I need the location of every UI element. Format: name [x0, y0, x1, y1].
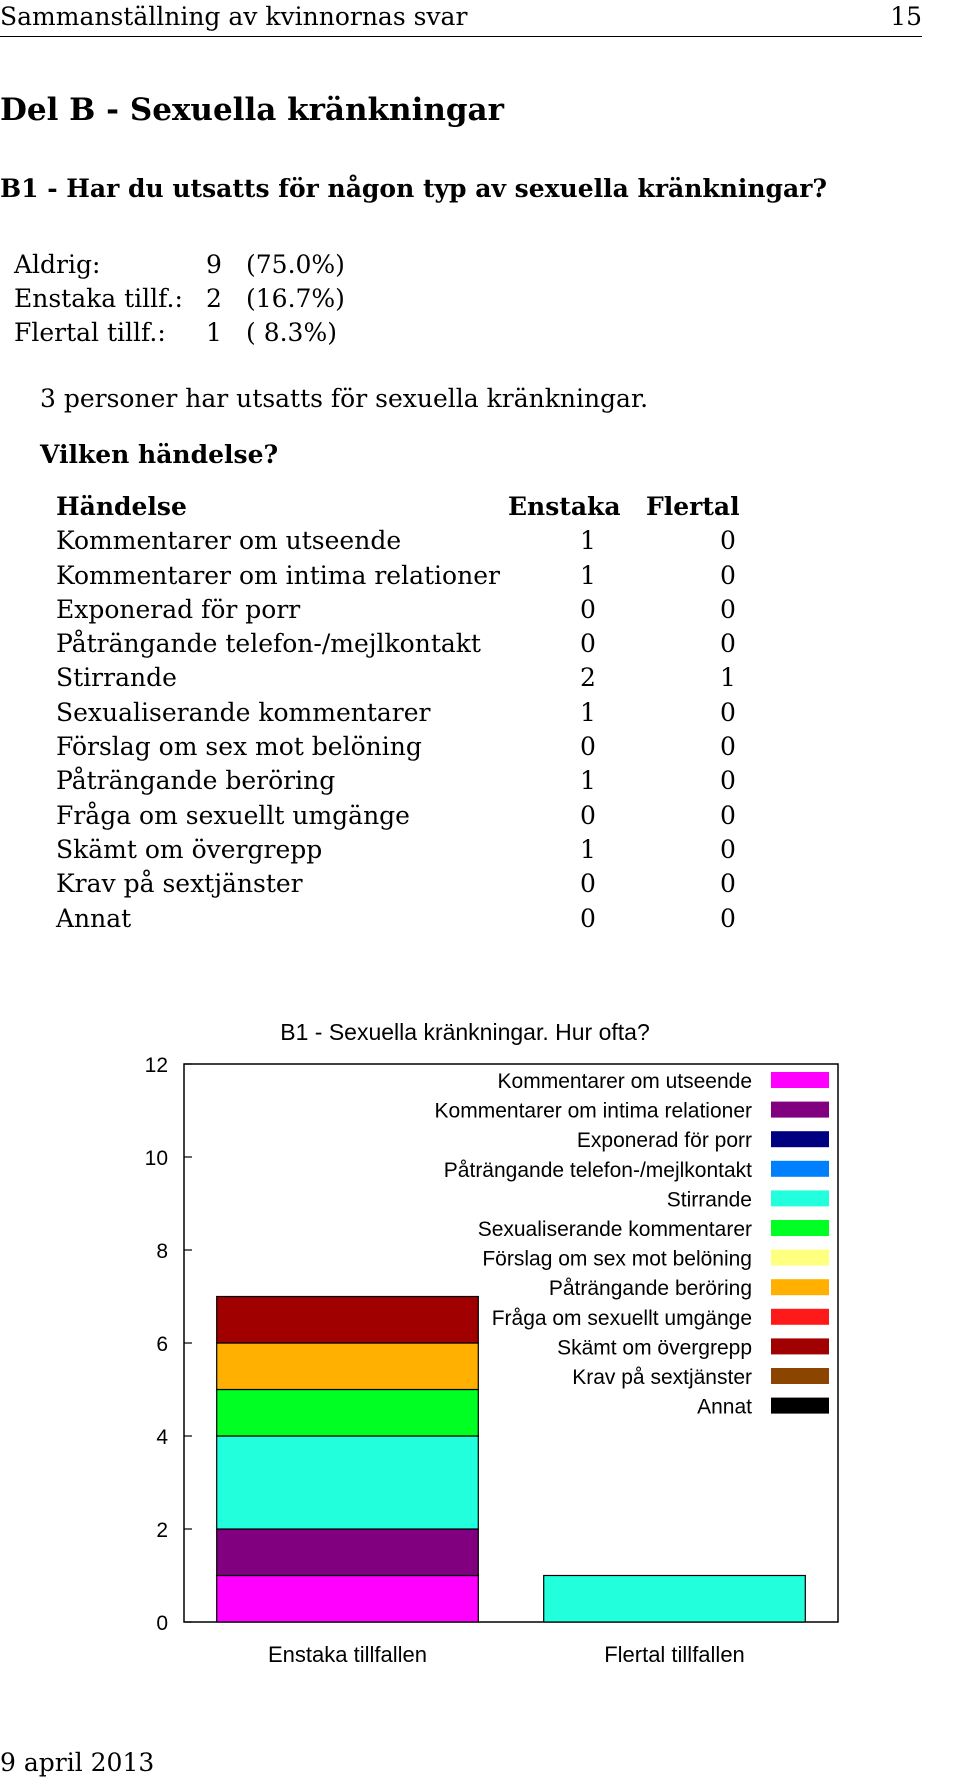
flertal-count: 0 — [720, 629, 736, 659]
legend-swatch — [771, 1102, 829, 1118]
flertal-count: 0 — [720, 560, 736, 590]
event-name: Förslag om sex mot belöning — [56, 732, 422, 762]
enstaka-count: 1 — [580, 834, 596, 864]
stat-count: 9 — [206, 250, 222, 279]
stat-count: 1 — [206, 318, 222, 347]
stat-label: Flertal tillf.: — [14, 318, 166, 347]
flertal-count: 0 — [720, 834, 736, 864]
event-name: Fråga om sexuellt umgänge — [56, 800, 410, 830]
event-name: Annat — [56, 903, 132, 933]
x-tick-label: Flertal tillfallen — [604, 1642, 745, 1667]
enstaka-count: 1 — [580, 766, 596, 796]
legend-label: Påträngande telefon-/mejlkontakt — [443, 1158, 752, 1182]
summary-text: 3 personer har utsatts för sexuella kränkningar. — [40, 384, 649, 413]
legend-label: Förslag om sex mot belöning — [482, 1247, 752, 1271]
legend-label: Exponerad för porr — [576, 1129, 752, 1153]
y-tick-label: 6 — [156, 1333, 168, 1356]
event-name: Skämt om övergrepp — [56, 834, 323, 864]
legend-label: Fråga om sexuellt umgänge — [491, 1306, 752, 1330]
legend-swatch — [771, 1250, 829, 1266]
legend-swatch — [771, 1220, 829, 1236]
stacked-bar-chart — [110, 1010, 960, 1680]
enstaka-count: 1 — [580, 526, 596, 556]
event-name: Kommentarer om intima relationer — [56, 560, 500, 590]
legend-label: Kommentarer om intima relationer — [434, 1099, 752, 1123]
stat-label: Enstaka tillf.: — [14, 284, 183, 313]
legend-label: Sexualiserande kommentarer — [477, 1218, 752, 1241]
bar-segment — [217, 1390, 479, 1437]
legend-label: Krav på sextjänster — [572, 1366, 752, 1389]
footer-date: 9 april 2013 — [0, 1748, 155, 1777]
x-tick-label: Enstaka tillfallen — [268, 1642, 427, 1667]
legend-swatch — [771, 1309, 829, 1325]
flertal-count: 0 — [720, 697, 736, 727]
bar-segment — [217, 1576, 479, 1623]
chart-title: B1 - Sexuella kränkningar. Hur ofta? — [280, 1019, 650, 1045]
legend-label: Annat — [697, 1395, 752, 1419]
legend-label: Stirrande — [666, 1188, 752, 1212]
legend-swatch — [771, 1131, 829, 1147]
y-tick-label: 2 — [156, 1519, 168, 1542]
enstaka-count: 0 — [580, 629, 596, 659]
event-name: Påträngande beröring — [56, 766, 336, 796]
flertal-count: 1 — [720, 663, 736, 693]
event-name: Exponerad för porr — [56, 594, 301, 624]
legend-swatch — [771, 1072, 829, 1088]
flertal-count: 0 — [720, 594, 736, 624]
legend-swatch — [771, 1398, 829, 1414]
stat-label: Aldrig: — [14, 250, 101, 279]
bar-segment — [217, 1343, 479, 1390]
legend-label: Påträngande beröring — [548, 1277, 752, 1301]
header-title: Sammanställning av kvinnornas svar — [0, 2, 468, 31]
enstaka-count: 0 — [580, 903, 596, 933]
y-tick-label: 10 — [144, 1147, 168, 1170]
flertal-count: 0 — [720, 732, 736, 762]
event-name: Kommentarer om utseende — [56, 526, 402, 556]
column-header-flertal: Flertal — [646, 492, 740, 521]
bar-segment — [217, 1529, 479, 1576]
legend-swatch — [771, 1161, 829, 1177]
enstaka-count: 2 — [580, 663, 596, 693]
event-name: Stirrande — [56, 663, 177, 693]
legend-label: Skämt om övergrepp — [557, 1336, 752, 1360]
flertal-count: 0 — [720, 526, 736, 556]
section-title: Del B - Sexuella kränkningar — [0, 92, 504, 128]
y-tick-label: 4 — [156, 1426, 168, 1449]
bar-segment — [217, 1297, 479, 1344]
legend-swatch — [771, 1190, 829, 1206]
legend-swatch — [771, 1279, 829, 1295]
running-header — [0, 0, 922, 37]
y-tick-label: 12 — [144, 1054, 168, 1077]
flertal-count: 0 — [720, 903, 736, 933]
enstaka-count: 1 — [580, 697, 596, 727]
which-event-heading: Vilken händelse? — [40, 440, 279, 469]
enstaka-count: 1 — [580, 560, 596, 590]
question-title: B1 - Har du utsatts för någon typ av sexuella kränkningar? — [0, 174, 828, 203]
bar-segment — [217, 1436, 479, 1529]
enstaka-count: 0 — [580, 732, 596, 762]
page-number: 15 — [890, 2, 922, 31]
flertal-count: 0 — [720, 869, 736, 899]
stat-count: 2 — [206, 284, 222, 313]
flertal-count: 0 — [720, 766, 736, 796]
column-header-event: Händelse — [56, 492, 187, 521]
legend-label: Kommentarer om utseende — [497, 1070, 752, 1093]
stat-percent: (75.0%) — [246, 250, 345, 279]
event-name: Krav på sextjänster — [56, 869, 303, 899]
y-tick-label: 8 — [156, 1240, 168, 1263]
bar-segment — [544, 1576, 806, 1623]
legend-swatch — [771, 1368, 829, 1384]
flertal-count: 0 — [720, 800, 736, 830]
enstaka-count: 0 — [580, 800, 596, 830]
column-header-enstaka: Enstaka — [508, 492, 621, 521]
stat-percent: (16.7%) — [246, 284, 345, 313]
y-tick-label: 0 — [156, 1612, 168, 1635]
event-name: Sexualiserande kommentarer — [56, 697, 431, 727]
event-name: Påträngande telefon-/mejlkontakt — [56, 629, 481, 659]
legend-swatch — [771, 1338, 829, 1354]
stat-percent: ( 8.3%) — [246, 318, 337, 347]
enstaka-count: 0 — [580, 869, 596, 899]
enstaka-count: 0 — [580, 594, 596, 624]
